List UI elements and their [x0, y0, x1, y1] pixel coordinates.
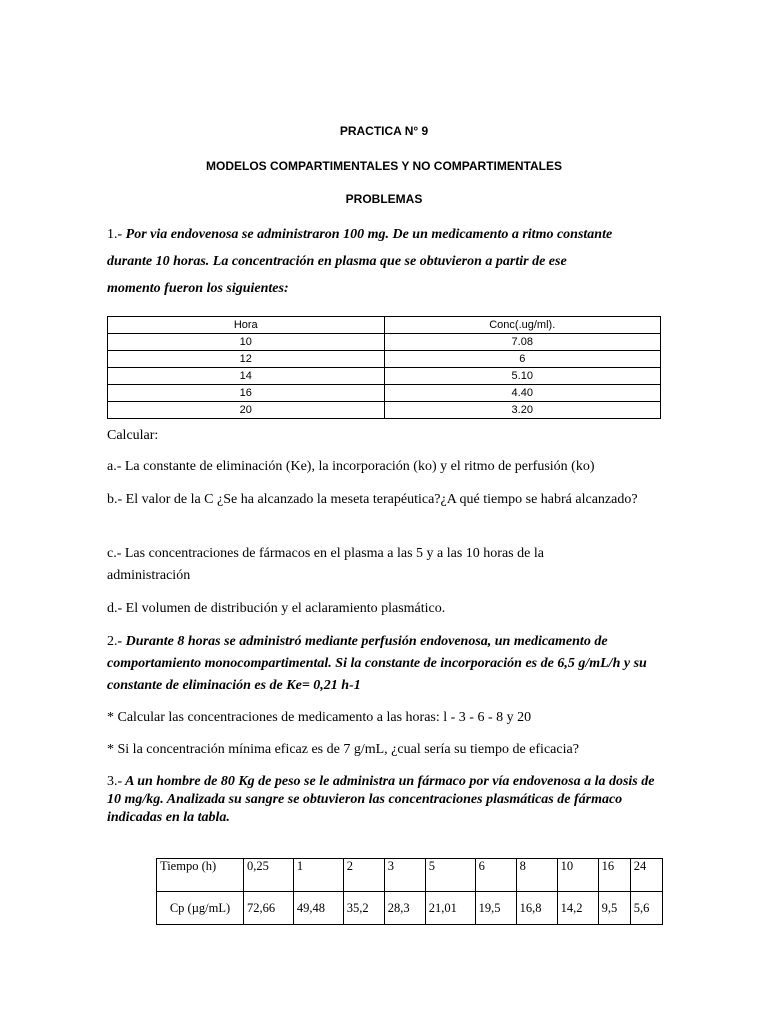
table-cell: 28,3 — [384, 892, 425, 925]
problem-1-line-3: momento fueron los siguientes: — [107, 281, 289, 296]
item-d: d.- El volumen de distribución y el aclaramiento plasmático. — [107, 601, 446, 616]
table-cell: 72,66 — [244, 892, 294, 925]
plasma-concentration-table — [156, 858, 663, 925]
problem-3-statement — [107, 773, 667, 827]
header-conc: Conc(.ug/ml). — [384, 317, 661, 334]
table-row — [108, 334, 661, 351]
table-cell: 35,2 — [343, 892, 384, 925]
table-row — [108, 402, 661, 419]
table-cell: 5 — [425, 859, 475, 892]
calcular-label: Calcular: — [107, 428, 159, 443]
table-cell: 21,01 — [425, 892, 475, 925]
table-cell: 16 — [598, 859, 630, 892]
problem-2-bullet-1: * Calcular las concentraciones de medicamento a las horas: l - 3 - 6 - 8 y 20 — [107, 710, 532, 725]
table-row — [108, 368, 661, 385]
item-c: c.- Las concentraciones de fármacos en el plasma a las 5 y a las 10 horas de la administración — [107, 546, 544, 583]
table-cell: 3 — [384, 859, 425, 892]
table-cell: 5,6 — [630, 892, 662, 925]
page-subtitle: MODELOS COMPARTIMENTALES Y NO COMPARTIMENTALES — [205, 159, 562, 173]
problem-3-text: A un hombre de 80 Kg de peso se le administra un fármaco por vía endovenosa a la dosis de 10 mg/kg. Analizada su sangre se obtuvieron las concentraciones plasmáticas de fármaco indicadas en la tabla. — [107, 774, 655, 825]
table-cell: 14 — [108, 368, 385, 385]
row-label-tiempo: Tiempo (h) — [157, 859, 244, 892]
table-cell: 19,5 — [475, 892, 516, 925]
table-cell: 0,25 — [244, 859, 294, 892]
table-cell: 10 — [557, 859, 598, 892]
section-heading: PROBLEMAS — [345, 192, 423, 206]
row-label-cp: Cp (µg/mL) — [157, 892, 244, 925]
table-header-row — [108, 317, 661, 334]
table-cell: 10 — [108, 334, 385, 351]
problem-2-number: 2. — [107, 634, 118, 649]
table-cell: 8 — [516, 859, 557, 892]
table-cell: 3.20 — [384, 402, 661, 419]
problem-1-number: 1. — [107, 227, 118, 242]
table-cell: 5.10 — [384, 368, 661, 385]
table-cell: 6 — [384, 351, 661, 368]
table-cell: 14,2 — [557, 892, 598, 925]
problem-2-statement — [107, 631, 667, 697]
table-cell: 12 — [108, 351, 385, 368]
page-title: PRACTICA N° 9 — [339, 124, 429, 138]
table-cell: 24 — [630, 859, 662, 892]
header-hora: Hora — [108, 317, 385, 334]
item-b: b.- El valor de la C ¿Se ha alcanzado la meseta terapéutica?¿A qué tiempo se habrá alcanzado? — [107, 492, 638, 507]
table-cell: 4.40 — [384, 385, 661, 402]
table-cell: 16,8 — [516, 892, 557, 925]
table-cell: 49,48 — [293, 892, 343, 925]
problem-2-text: - Durante 8 horas se administró mediante perfusión endovenosa, un medicamento de comportamiento monocompartimental. Si la constante de incorporación es de 6,5 g/mL/h y su constante de eliminación es de Ke= 0,21 h-1 — [107, 634, 647, 693]
item-a: a.- La constante de eliminación (Ke), la incorporación (ko) y el ritmo de perfusión (ko) — [107, 459, 595, 474]
table-cell: 1 — [293, 859, 343, 892]
problem-2-bullet-2: * Si la concentración mínima eficaz es de 7 g/mL, ¿cual sería su tiempo de eficacia? — [107, 742, 579, 757]
table-cell: 6 — [475, 859, 516, 892]
table-cell: 9,5 — [598, 892, 630, 925]
problem-1-line-2: durante 10 horas. La concentración en plasma que se obtuvieron a partir de ese — [107, 254, 567, 269]
problem-3-number: 3.- — [107, 774, 123, 789]
table-row-tiempo — [157, 859, 663, 892]
table-row — [108, 385, 661, 402]
table-cell: 20 — [108, 402, 385, 419]
table-cell: 2 — [343, 859, 384, 892]
table-cell: 7.08 — [384, 334, 661, 351]
table-row-cp — [157, 892, 663, 925]
table-row — [108, 351, 661, 368]
table-cell: 16 — [108, 385, 385, 402]
concentration-table — [107, 316, 661, 419]
problem-1-line-1: - Por via endovenosa se administraron 100 mg. De un medicamento a ritmo constante — [117, 227, 613, 242]
problem-1-statement — [107, 221, 667, 302]
